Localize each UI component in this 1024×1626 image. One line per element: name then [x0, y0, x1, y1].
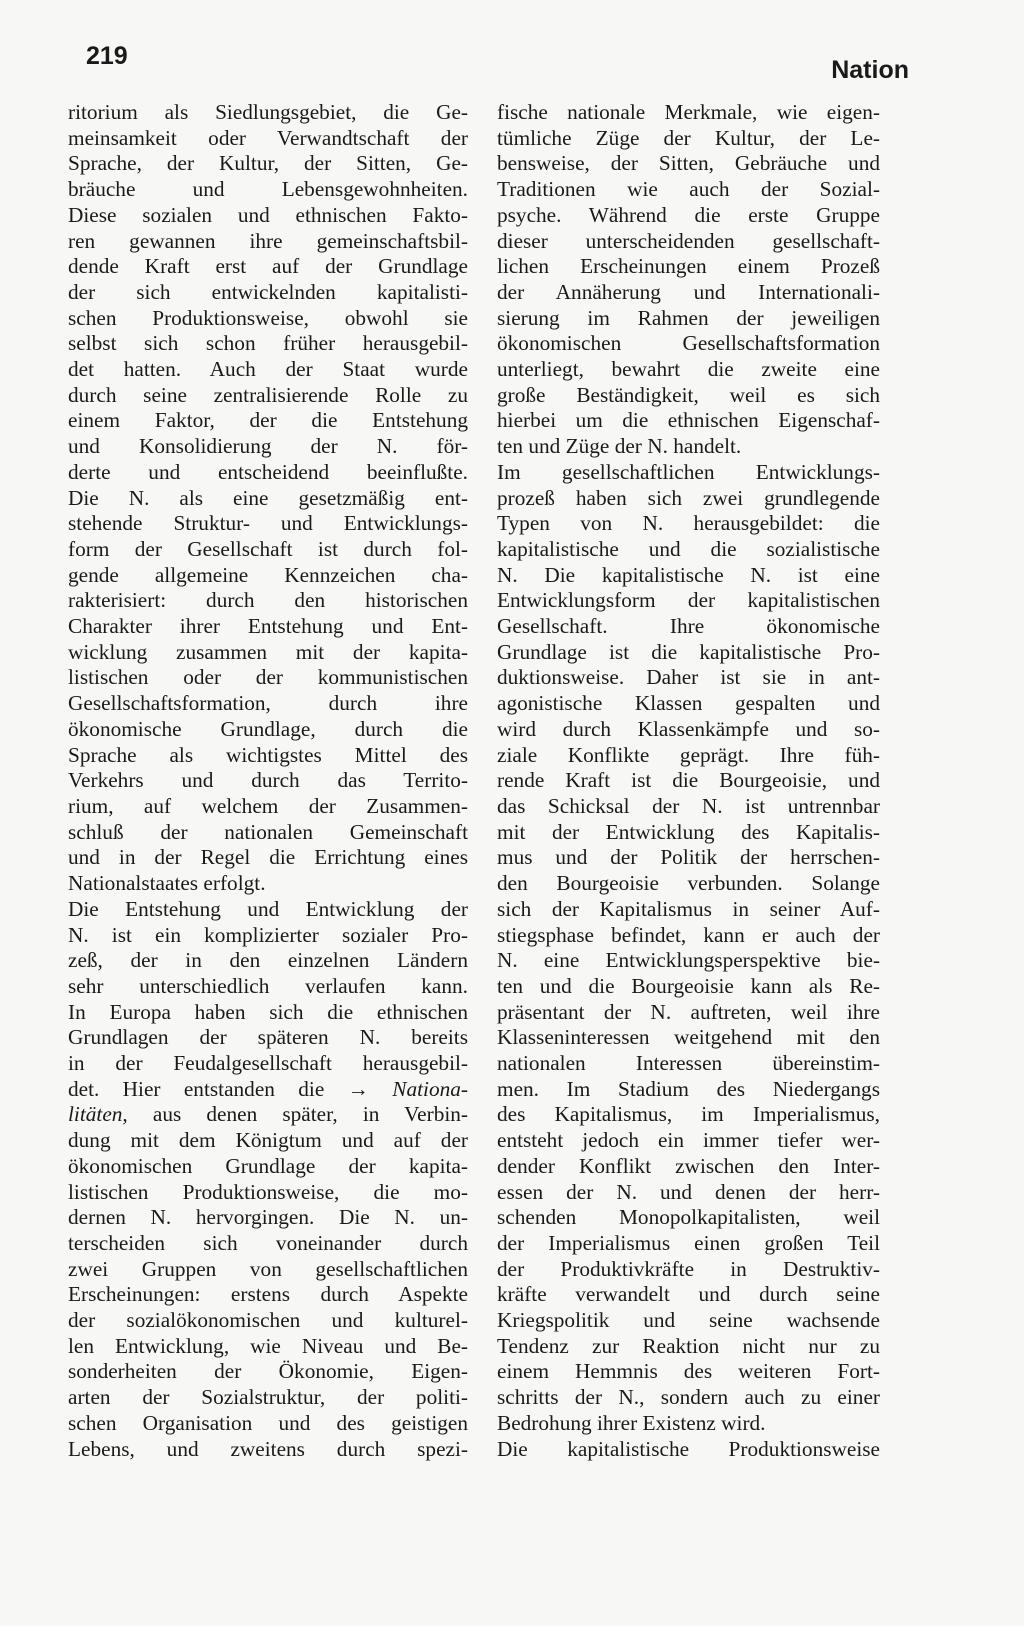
text-line-main: den Bourgeoisie verbunden. Solange [497, 871, 880, 896]
text-line-main: Verkehrs und durch das Territo- [68, 768, 468, 793]
text-line [68, 1128, 468, 1154]
text-line [497, 434, 880, 460]
text-line-main: det hatten. Auch der Staat wurde [68, 357, 468, 382]
text-line [497, 1051, 880, 1077]
text-line-main: nationalen Interessen übereinstim- [497, 1051, 880, 1076]
text-line-main: ten und die Bourgeoisie kann als Re- [497, 973, 880, 998]
text-line-main: Bedrohung ihrer Existenz wird. [497, 1410, 766, 1435]
text-line-main: wicklung zusammen mit der kapita- [68, 639, 468, 664]
text-line-main: präsentant der N. auftreten, weil ihre [497, 999, 880, 1024]
text-line-main: listischen Produktionsweise, die mo- [68, 1179, 468, 1204]
text-line [68, 486, 468, 512]
text-line-main: N. Die kapitalistische N. ist eine [497, 562, 880, 587]
text-line [497, 1205, 880, 1231]
text-line [497, 1359, 880, 1385]
text-line [68, 563, 468, 589]
text-line [497, 1257, 880, 1283]
text-line [497, 280, 880, 306]
text-line [68, 820, 468, 846]
text-line [497, 229, 880, 255]
text-line-main: der sozialökonomischen und kulturel- [68, 1308, 468, 1333]
text-line [497, 1154, 880, 1180]
text-line-main: dender Konflikt zwischen den Inter- [497, 1153, 880, 1178]
text-line [68, 743, 468, 769]
text-line-main: In Europa haben sich die ethnischen [68, 999, 468, 1024]
text-line-main: der sich entwickelnden kapitalisti- [68, 279, 468, 304]
text-line-main: Erscheinungen: erstens durch Aspekte [68, 1282, 468, 1307]
text-line [68, 1205, 468, 1231]
text-line-main: Tendenz zur Reaktion nicht nur zu [497, 1333, 880, 1358]
text-line-main: N. eine Entwicklungsperspektive bie- [497, 948, 880, 973]
text-line-main: dernen N. hervorgingen. Die N. un- [68, 1205, 468, 1230]
text-line-main: dende Kraft erst auf der Grundlage [68, 254, 468, 279]
text-line-main: ren gewannen ihre gemeinschaftsbil- [68, 228, 468, 253]
text-line-main: stehende Struktur- und Entwicklungs- [68, 511, 468, 536]
text-line [68, 1102, 468, 1128]
text-line-main: men. Im Stadium des Niedergangs [497, 1076, 880, 1101]
text-line [497, 640, 880, 666]
text-line-main: und in der Regel die Errichtung eines [68, 845, 468, 870]
text-line-main: ten und Züge der N. handelt. [497, 434, 742, 459]
text-line [68, 691, 468, 717]
cross-reference: litäten, [68, 1102, 128, 1127]
text-line-main: entsteht jedoch ein immer tiefer wer- [497, 1128, 880, 1153]
text-line [497, 511, 880, 537]
text-line-main: schenden Monopolkapitalisten, weil [497, 1205, 880, 1230]
text-line [68, 1000, 468, 1026]
text-line [68, 588, 468, 614]
text-line [497, 1000, 880, 1026]
text-line [497, 665, 880, 691]
text-line-main: duktionsweise. Daher ist sie in ant- [497, 665, 880, 690]
text-line [497, 1025, 880, 1051]
text-line [497, 897, 880, 923]
text-line [497, 1282, 880, 1308]
text-line-main: einem Hemmnis des weiteren Fort- [497, 1359, 880, 1384]
text-line [497, 1437, 880, 1463]
text-line [68, 717, 468, 743]
text-line [497, 820, 880, 846]
text-line [68, 1334, 468, 1360]
text-line-main: derte und entscheidend beeinflußte. [68, 459, 468, 484]
text-line-main: ökonomischen Gesellschaftsformation [497, 331, 880, 356]
text-line [68, 1077, 468, 1103]
text-line [68, 1051, 468, 1077]
text-line-main: kapitalistische und die sozialistische [497, 536, 880, 561]
text-line-main: fische nationale Merkmale, wie eigen- [497, 100, 880, 124]
text-line-main: Grundlage ist die kapitalistische Pro- [497, 639, 880, 664]
text-line [497, 923, 880, 949]
text-line-main: Nationalstaates erfolgt. [68, 871, 266, 896]
text-line [68, 203, 468, 229]
text-line [497, 948, 880, 974]
text-line-main: Grundlagen der späteren N. bereits [68, 1025, 468, 1050]
text-line [497, 254, 880, 280]
text-line-main: sehr unterschiedlich verlaufen kann. [68, 973, 468, 998]
text-line [497, 1077, 880, 1103]
text-line-main: Typen von N. herausgebildet: die [497, 511, 880, 536]
text-line-main: arten der Sozialstruktur, der politi- [68, 1385, 468, 1410]
text-line-main: Kriegspolitik und seine wachsende [497, 1308, 880, 1333]
text-line [68, 408, 468, 434]
text-line [68, 665, 468, 691]
text-line [497, 743, 880, 769]
text-line-main: der Imperialismus einen großen Teil [497, 1230, 880, 1255]
text-line [497, 486, 880, 512]
text-line [68, 1411, 468, 1437]
text-line-main: Die kapitalistische Produktionsweise [497, 1436, 880, 1461]
text-line [497, 383, 880, 409]
text-column-left [68, 100, 468, 1462]
text-line [497, 1385, 880, 1411]
text-line-main: Die Entstehung und Entwicklung der [68, 896, 468, 921]
text-line-main: dung mit dem Königtum und auf der [68, 1128, 468, 1153]
text-line-main: Klasseninteressen weitgehend mit den [497, 1025, 880, 1050]
text-line-main: psyche. Während die erste Gruppe [497, 202, 880, 227]
text-line [497, 151, 880, 177]
running-head: Nation [831, 56, 909, 84]
text-line [497, 331, 880, 357]
text-line-main: Die N. als eine gesetzmäßig ent- [68, 485, 468, 510]
text-line-main: dieser unterscheidenden gesellschaft- [497, 228, 880, 253]
text-line [497, 1128, 880, 1154]
text-line-main: große Beständigkeit, weil es sich [497, 382, 880, 407]
text-line-main: essen der N. und denen der herr- [497, 1179, 880, 1204]
text-line [497, 588, 880, 614]
text-line-main: rakterisiert: durch den historischen [68, 588, 468, 613]
text-line-main: ökonomische Grundlage, durch die [68, 716, 468, 741]
text-line [497, 357, 880, 383]
text-line [497, 460, 880, 486]
text-line-main: Lebens, und zweitens durch spezi- [68, 1436, 468, 1461]
text-line-main: unterliegt, bewahrt die zweite eine [497, 357, 880, 382]
text-line [497, 974, 880, 1000]
text-line [68, 640, 468, 666]
text-line-main: durch seine zentralisierende Rolle zu [68, 382, 468, 407]
text-line [497, 717, 880, 743]
text-line [68, 357, 468, 383]
text-line-main: rende Kraft ist die Bourgeoisie, und [497, 768, 880, 793]
text-line-main: form der Gesellschaft ist durch fol- [68, 536, 468, 561]
text-line-rest: aus denen später, in Verbin- [127, 1102, 468, 1127]
text-line [68, 331, 468, 357]
text-line [68, 383, 468, 409]
text-line [68, 1154, 468, 1180]
text-line-main: terscheiden sich voneinander durch [68, 1230, 468, 1255]
text-line-main: Diese sozialen und ethnischen Fakto- [68, 202, 468, 227]
text-line-main: Gesellschaftsformation, durch ihre [68, 691, 468, 716]
text-line [68, 923, 468, 949]
text-line [68, 1282, 468, 1308]
text-line-main: zwei Gruppen von gesellschaftlichen [68, 1256, 468, 1281]
text-line-main: stiegsphase befindet, kann er auch der [497, 922, 880, 947]
text-line-main: prozeß haben sich zwei grundlegende [497, 485, 880, 510]
text-line-main: kräfte verwandelt und durch seine [497, 1282, 880, 1307]
text-line [68, 614, 468, 640]
text-line [497, 1180, 880, 1206]
text-line-main: lichen Erscheinungen einem Prozeß [497, 254, 880, 279]
text-line-main: mit der Entwicklung des Kapitalis- [497, 819, 880, 844]
text-line [497, 537, 880, 563]
text-line [68, 1025, 468, 1051]
text-line-main: schluß der nationalen Gemeinschaft [68, 819, 468, 844]
text-line [497, 1231, 880, 1257]
text-line-main: det. Hier entstanden die → [68, 1076, 393, 1101]
text-line-main: einem Faktor, der die Entstehung [68, 408, 468, 433]
text-line [497, 126, 880, 152]
text-line-main: len Entwicklung, wie Niveau und Be- [68, 1333, 468, 1358]
text-line-main: Sprache als wichtigstes Mittel des [68, 742, 468, 767]
text-line [68, 1385, 468, 1411]
text-line-main: bensweise, der Sitten, Gebräuche und [497, 151, 880, 176]
text-line [68, 948, 468, 974]
text-line [68, 151, 468, 177]
text-line [497, 306, 880, 332]
text-line-main: Charakter ihrer Entstehung und Ent- [68, 614, 468, 639]
page-number: 219 [86, 42, 128, 70]
text-line-main: der Annäherung und Internationali- [497, 279, 880, 304]
text-line [68, 511, 468, 537]
text-line [68, 434, 468, 460]
text-line-main: sonderheiten der Ökonomie, Eigen- [68, 1359, 468, 1384]
text-line [68, 897, 468, 923]
text-line-main: sierung im Rahmen der jeweiligen [497, 305, 880, 330]
text-line-main: N. ist ein komplizierter sozialer Pro- [68, 922, 468, 947]
text-line [68, 1231, 468, 1257]
text-line [68, 1180, 468, 1206]
text-line [497, 794, 880, 820]
text-line [497, 845, 880, 871]
text-line [497, 1308, 880, 1334]
text-line-main: zeß, der in den einzelnen Ländern [68, 948, 468, 973]
text-line [68, 974, 468, 1000]
text-line [497, 177, 880, 203]
text-line-main: schen Produktionsweise, obwohl sie [68, 305, 468, 330]
text-line-main: und Konsolidierung der N. för- [68, 434, 468, 459]
text-line [497, 768, 880, 794]
text-line [497, 563, 880, 589]
text-line [68, 794, 468, 820]
text-line [497, 1102, 880, 1128]
text-line-main: schritts der N., sondern auch zu einer [497, 1385, 880, 1410]
text-line [68, 1437, 468, 1463]
text-line [68, 229, 468, 255]
text-line-main: ökonomischen Grundlage der kapita- [68, 1153, 468, 1178]
text-line-main: hierbei um die ethnischen Eigenschaf- [497, 408, 880, 433]
text-line [497, 1334, 880, 1360]
text-line [68, 1308, 468, 1334]
text-line-main: wird durch Klassenkämpfe und so- [497, 716, 880, 741]
text-line-main: meinsamkeit oder Verwandtschaft der [68, 125, 468, 150]
text-line [68, 280, 468, 306]
text-line [68, 100, 468, 126]
text-line [68, 845, 468, 871]
text-line-main: ritorium als Siedlungsgebiet, die Ge- [68, 100, 468, 124]
text-line [497, 203, 880, 229]
text-line-main: bräuche und Lebensgewohnheiten. [68, 177, 468, 202]
text-line-main: Entwicklungsform der kapitalistischen [497, 588, 880, 613]
text-line-main: mus und der Politik der herrschen- [497, 845, 880, 870]
text-line-main: der Produktivkräfte in Destruktiv- [497, 1256, 880, 1281]
text-line-main: Im gesellschaftlichen Entwicklungs- [497, 459, 880, 484]
text-line-main: Gesellschaft. Ihre ökonomische [497, 614, 880, 639]
text-line-main: das Schicksal der N. ist untrennbar [497, 793, 880, 818]
text-line-main: agonistische Klassen gespalten und [497, 691, 880, 716]
text-line-main: Sprache, der Kultur, der Sitten, Ge- [68, 151, 468, 176]
text-line-main: listischen oder der kommunistischen [68, 665, 468, 690]
text-line [497, 408, 880, 434]
text-line [68, 768, 468, 794]
text-line-main: in der Feudalgesellschaft herausgebil- [68, 1051, 468, 1076]
text-line-main: schen Organisation und des geistigen [68, 1410, 468, 1435]
text-line [68, 871, 468, 897]
text-line-main: Traditionen wie auch der Sozial- [497, 177, 880, 202]
text-line [497, 871, 880, 897]
text-line [497, 100, 880, 126]
text-line [68, 1359, 468, 1385]
text-line [68, 126, 468, 152]
text-line [497, 1411, 880, 1437]
text-line [68, 460, 468, 486]
text-line [68, 1257, 468, 1283]
text-line [68, 177, 468, 203]
text-line [497, 691, 880, 717]
text-line [68, 306, 468, 332]
text-line-main: ziale Konflikte geprägt. Ihre füh- [497, 742, 880, 767]
cross-reference: Nationa- [392, 1076, 468, 1101]
text-line [497, 614, 880, 640]
text-line-main: tümliche Züge der Kultur, der Le- [497, 125, 880, 150]
text-column-right [497, 100, 880, 1462]
text-line-main: rium, auf welchem der Zusammen- [68, 793, 468, 818]
text-line [68, 254, 468, 280]
text-line-main: gende allgemeine Kennzeichen cha- [68, 562, 468, 587]
text-line-main: des Kapitalismus, im Imperialismus, [497, 1102, 880, 1127]
text-line-main: sich der Kapitalismus in seiner Auf- [497, 896, 880, 921]
text-line [68, 537, 468, 563]
text-line-main: selbst sich schon früher herausgebil- [68, 331, 468, 356]
